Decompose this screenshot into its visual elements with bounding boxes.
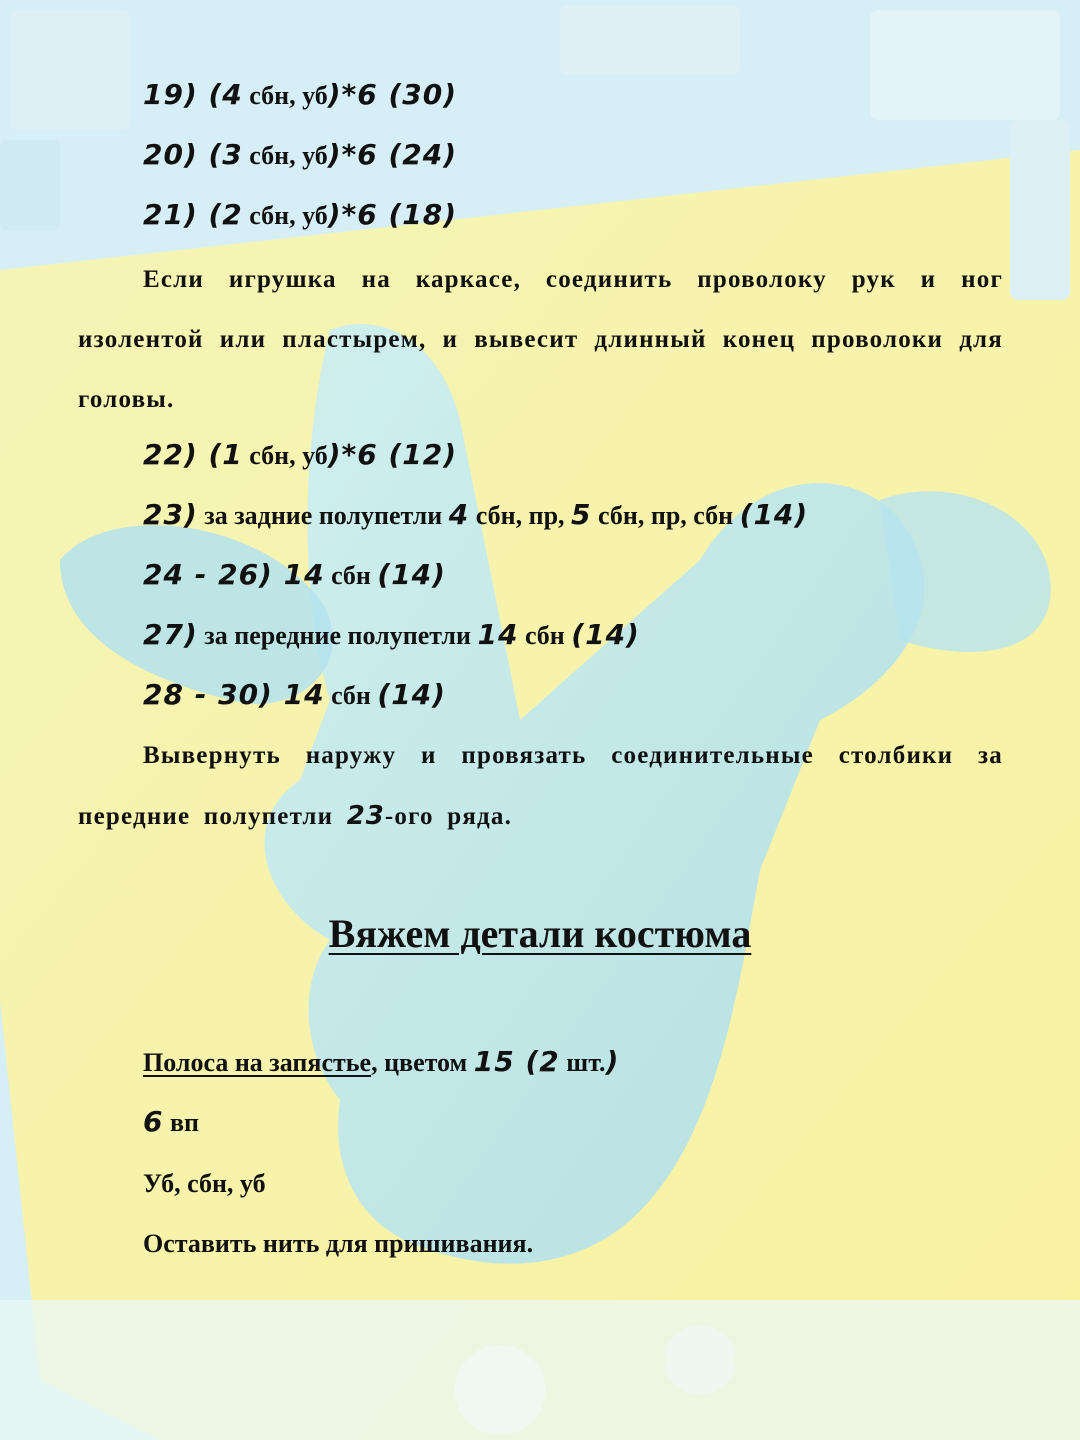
section-heading: Вяжем детали костюма [328, 911, 752, 956]
row-count: )*6 (30) [327, 78, 458, 111]
step-text: Уб, сбн, уб [143, 1169, 266, 1198]
row-19 [143, 78, 457, 111]
paragraph-turn-out [78, 726, 1003, 847]
paragraph-frame-instructions: Если игрушка на каркасе, соединить проволоку рук и ног изолентой или пластырем, и вывесит длинный конец проволоки для головы. [78, 266, 1003, 413]
step-text: вп [163, 1108, 200, 1137]
stripe-paren: ) [605, 1045, 620, 1078]
row-text: сбн, уб [242, 441, 328, 470]
row-number: 24 - 26) 14 [143, 558, 325, 591]
row-count: )*6 (24) [327, 138, 458, 171]
row-number: 19) (4 [143, 78, 243, 111]
stitch-count: 14 [477, 618, 519, 651]
stripe-title [143, 1045, 619, 1078]
color-number: 15 [473, 1045, 515, 1078]
row-count: )*6 (12) [327, 438, 458, 471]
row-21 [143, 198, 457, 231]
row-text: сбн, уб [242, 81, 328, 110]
stripe-text: , цветом [371, 1048, 474, 1077]
stitch-count: 5 [571, 498, 592, 531]
row-text: сбн [324, 561, 378, 590]
row-count: )*6 (18) [327, 198, 458, 231]
row-28-30 [143, 678, 446, 711]
row-number: 28 - 30) 14 [143, 678, 325, 711]
row-text: сбн, пр, [469, 501, 572, 530]
row-count: (14) [739, 498, 809, 531]
row-text: сбн, уб [242, 141, 328, 170]
row-count: (14) [377, 678, 446, 711]
row-text: сбн [518, 621, 572, 650]
row-count: (14) [377, 558, 446, 591]
step-text: Оставить нить для пришивания. [143, 1229, 534, 1258]
row-20 [143, 138, 457, 171]
row-text: за задние полупетли [197, 501, 449, 530]
paragraph-text: Вывернуть наружу и провязать соединительные столбики за передние полупетли [78, 742, 1003, 830]
stitch-count: 4 [448, 498, 470, 531]
row-text: сбн, уб [242, 201, 328, 230]
row-number: 22) (1 [143, 438, 243, 471]
row-text: сбн, пр, сбн [591, 501, 740, 530]
row-number: 27) [143, 618, 198, 651]
row-number: 21) (2 [143, 198, 243, 231]
stripe-paren: ( [514, 1045, 540, 1078]
row-text: за передние полупетли [197, 621, 478, 650]
row-text: сбн [324, 681, 378, 710]
row-24-26 [143, 558, 446, 591]
piece-count: 2 [539, 1045, 560, 1078]
row-number: 20) (3 [143, 138, 243, 171]
row-number: 23) [143, 498, 198, 531]
stripe-label: Полоса на запястье [143, 1048, 372, 1077]
row-count: (14) [571, 618, 640, 651]
row-23 [143, 498, 808, 531]
stripe-text: шт. [559, 1048, 606, 1077]
step-row [143, 1168, 266, 1199]
step-finish [143, 1228, 533, 1259]
step-chain [143, 1105, 199, 1138]
paragraph-text: -ого ряда. [384, 803, 513, 830]
row-reference: 23 [346, 801, 385, 831]
row-27 [143, 618, 640, 651]
row-22 [143, 438, 457, 471]
step-number: 6 [143, 1105, 164, 1138]
